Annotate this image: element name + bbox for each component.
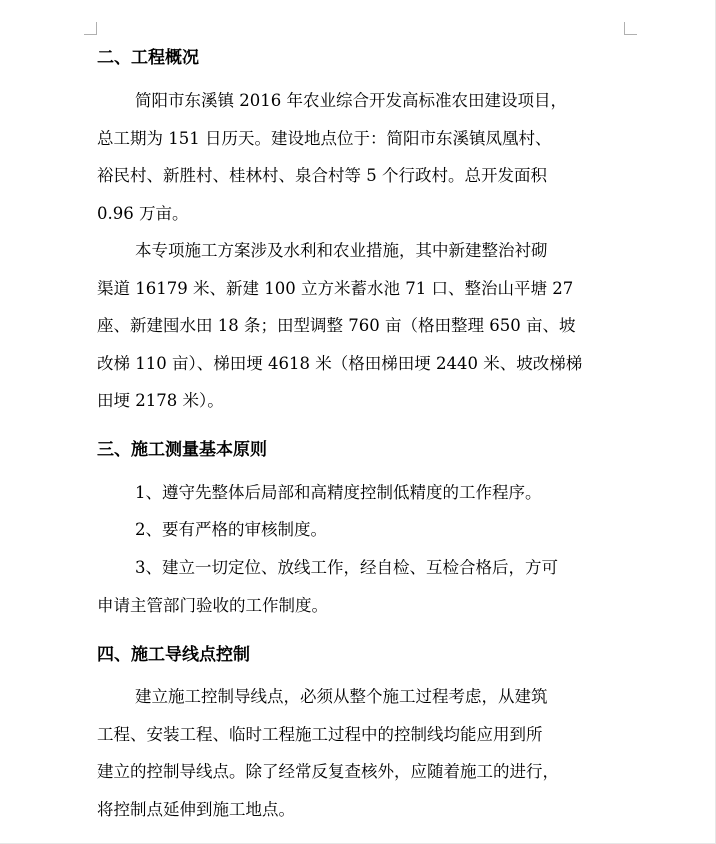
paragraph-scope: [97, 232, 637, 420]
section-heading: 四、施工导线点控制: [97, 645, 250, 665]
text-line: 3、建立一切定位、放线工作，经自检、互检合格后，方可: [135, 558, 558, 577]
section-survey-principles: [97, 432, 637, 468]
text-line: 2、要有严格的审核制度。: [135, 520, 327, 539]
text-line: 简阳市东溪镇 2016 年农业综合开发高标准农田建设项目，: [135, 91, 567, 110]
text-line: 座、新建囤水田 18 条；田型调整 760 亩（格田整理 650 亩、坡: [97, 316, 576, 335]
section-traverse-control: [97, 637, 637, 673]
margin-corner-mark-right: [624, 22, 637, 35]
paragraph-principle-1: [97, 474, 637, 512]
text-line: 1、遵守先整体后局部和高精度控制低精度的工作程序。: [135, 483, 542, 502]
paragraph-project: [97, 82, 637, 232]
paragraph-principle-2: [97, 511, 637, 549]
section-overview: [97, 40, 637, 76]
text-line: 裕民村、新胜村、桂林村、泉合村等 5 个行政村。总开发面积: [97, 166, 547, 185]
text-line: 改梯 110 亩）、梯田埂 4618 米（格田梯田埂 2440 米、坡改梯梯: [97, 353, 583, 373]
section-heading: 三、施工测量基本原则: [97, 440, 267, 460]
margin-corner-mark-left: [84, 22, 97, 35]
text-line: 0.96 万亩。: [97, 203, 189, 223]
text-line: 将控制点延伸到施工地点。: [97, 799, 295, 819]
text-line: 本专项施工方案涉及水利和农业措施，其中新建整治衬砌: [135, 241, 548, 260]
paragraph-traverse: [97, 678, 637, 828]
text-line: 工程、安装工程、临时工程施工过程中的控制线均能应用到所: [97, 724, 543, 744]
section-heading: 二、工程概况: [97, 48, 199, 68]
text-line: 总工期为 151 日历天。建设地点位于：简阳市东溪镇凤凰村、: [97, 128, 552, 148]
text-line: 申请主管部门验收的工作制度。: [97, 595, 328, 615]
text-line: 田埂 2178 米）。: [97, 391, 224, 410]
text-line: 渠道 16179 米、新建 100 立方米蓄水池 71 口、整治山平塘 27: [97, 278, 574, 298]
paragraph-principle-3: [97, 549, 637, 624]
text-line: 建立的控制导线点。除了经常反复查核外，应随着施工的进行，: [97, 762, 559, 781]
text-line: 建立施工控制导线点，必须从整个施工过程考虑，从建筑: [135, 687, 548, 706]
